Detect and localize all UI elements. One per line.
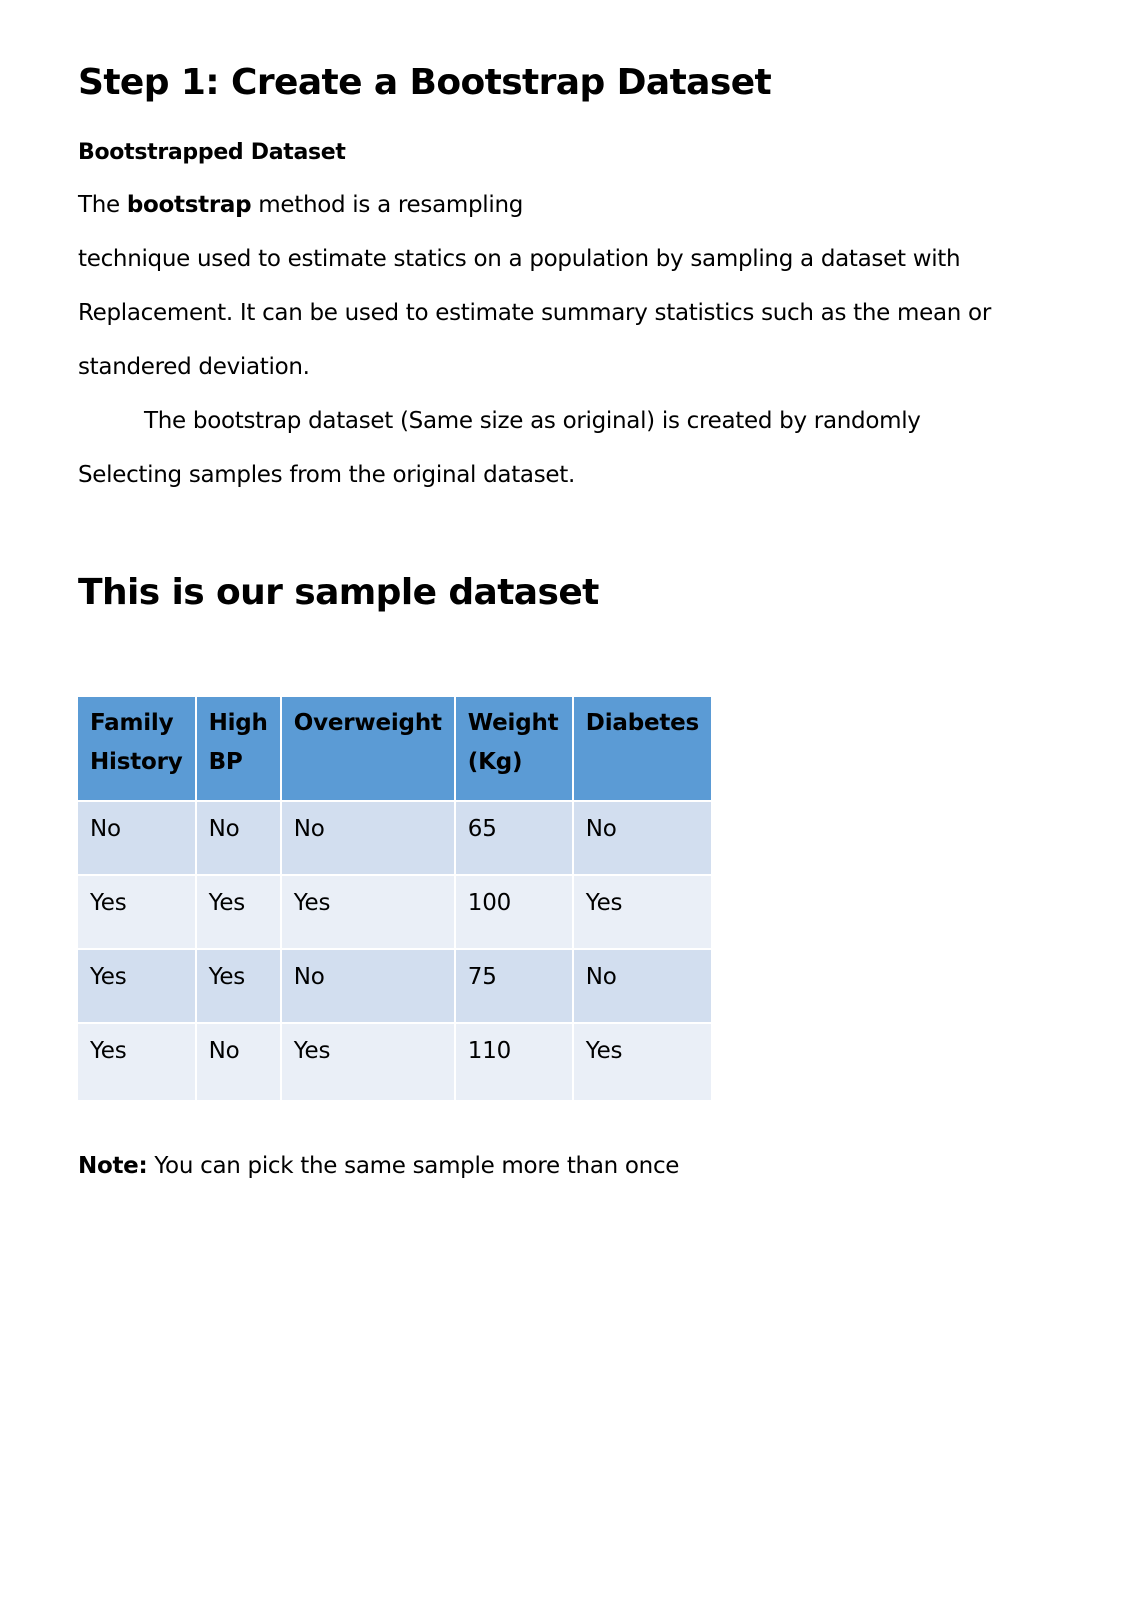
indented-paragraph-line: The bootstrap dataset (Same size as original) is created by randomly bbox=[144, 408, 921, 434]
table-cell: Yes bbox=[282, 876, 454, 948]
note-text: You can pick the same sample more than once bbox=[147, 1153, 680, 1179]
column-header: High BP bbox=[197, 697, 280, 800]
table-cell: Yes bbox=[282, 1024, 454, 1100]
table-cell: Yes bbox=[78, 950, 195, 1022]
intro-bold-term: bootstrap bbox=[126, 192, 252, 218]
table-row bbox=[78, 950, 711, 1022]
section-subheading: Bootstrapped Dataset bbox=[78, 140, 346, 165]
paragraph-line: standered deviation. bbox=[78, 354, 310, 380]
intro-suffix: method is a resampling bbox=[251, 192, 524, 218]
note-line bbox=[78, 1153, 679, 1179]
table-cell: Yes bbox=[197, 950, 280, 1022]
table-row bbox=[78, 1024, 711, 1100]
column-header: Overweight bbox=[282, 697, 454, 800]
table-cell: No bbox=[78, 802, 195, 874]
table-cell: No bbox=[197, 802, 280, 874]
table-cell: Yes bbox=[78, 1024, 195, 1100]
dataset-section-title: This is our sample dataset bbox=[78, 572, 599, 613]
table-cell: 100 bbox=[456, 876, 572, 948]
table-cell: No bbox=[282, 802, 454, 874]
column-header: Weight (Kg) bbox=[456, 697, 572, 800]
table-cell: Yes bbox=[574, 876, 711, 948]
table-cell: 110 bbox=[456, 1024, 572, 1100]
paragraph-line: Replacement. It can be used to estimate summary statistics such as the mean or bbox=[78, 300, 991, 326]
table-cell: No bbox=[282, 950, 454, 1022]
table-row bbox=[78, 802, 711, 874]
table-cell: Yes bbox=[78, 876, 195, 948]
note-label: Note: bbox=[78, 1153, 148, 1179]
table-cell: Yes bbox=[574, 1024, 711, 1100]
table-cell: Yes bbox=[197, 876, 280, 948]
table-header-row bbox=[78, 697, 711, 800]
page-title: Step 1: Create a Bootstrap Dataset bbox=[78, 62, 772, 103]
column-header: Family History bbox=[78, 697, 195, 800]
intro-prefix: The bbox=[78, 192, 127, 218]
table-cell: 65 bbox=[456, 802, 572, 874]
column-header: Diabetes bbox=[574, 697, 711, 800]
sample-dataset-table bbox=[76, 695, 713, 1102]
table-cell: No bbox=[574, 802, 711, 874]
paragraph-line: Selecting samples from the original dataset. bbox=[78, 462, 575, 488]
paragraph-line: technique used to estimate statics on a population by sampling a dataset with bbox=[78, 246, 961, 272]
table-cell: No bbox=[574, 950, 711, 1022]
intro-line bbox=[78, 192, 523, 218]
table-cell: No bbox=[197, 1024, 280, 1100]
table-cell: 75 bbox=[456, 950, 572, 1022]
table-row bbox=[78, 876, 711, 948]
